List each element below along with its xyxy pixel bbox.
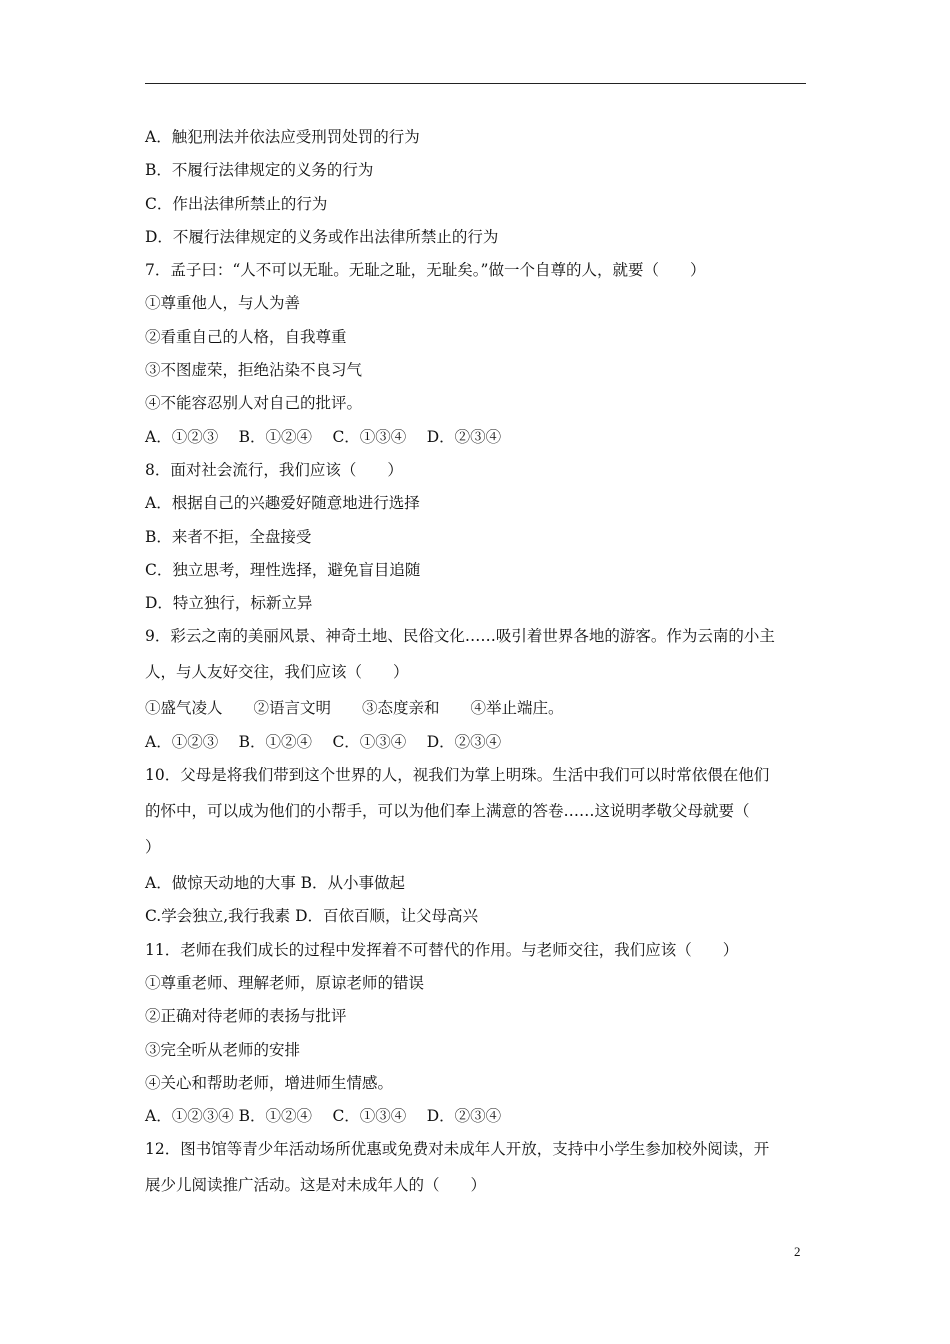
option-8a: A．根据自己的兴趣爱好随意地进行选择 [145,494,420,513]
statement-7-1: ①尊重他人，与人为善 [145,294,301,313]
options-10-ab: A．做惊天动地的大事 B．从小事做起 [145,874,406,893]
statement-7-3: ③不图虚荣，拒绝沾染不良习气 [145,361,363,380]
question-12-line-1: 12．图书馆等青少年活动场所优惠或免费对未成年人开放，支持中小学生参加校外阅读，开 [145,1140,770,1159]
question-9-line-1: 9．彩云之南的美丽风景、神奇土地、民俗文化……吸引着世界各地的游客。作为云南的小主 [145,627,775,646]
statement-11-4: ④关心和帮助老师，增进师生情感。 [145,1073,394,1092]
option-6b: B．不履行法律规定的义务的行为 [145,161,374,180]
question-10-line-2: 的怀中，可以成为他们的小帮手，可以为他们奉上满意的答卷……这说明孝敬父母就要（ [145,802,750,821]
header-rule [145,83,806,84]
statement-11-2: ②正确对待老师的表扬与批评 [145,1007,347,1026]
options-7: A．①②③ B．①②④ C．①③④ D．②③④ [145,427,502,446]
page-number: 2 [794,1244,801,1259]
question-7: 7．孟子曰：“人不可以无耻。无耻之耻，无耻矣。”做一个自尊的人，就要（ ） [145,261,706,280]
option-6c: C．作出法律所禁止的行为 [145,194,328,213]
statement-7-2: ②看重自己的人格，自我尊重 [145,327,347,346]
option-6a: A．触犯刑法并依法应受刑罚处罚的行为 [145,128,420,146]
question-9-line-2: 人，与人友好交往，我们应该（ ） [145,663,409,682]
options-11: A．①②③④ B．①②④ C．①③④ D．②③④ [145,1107,502,1126]
option-6d: D．不履行法律规定的义务或作出法律所禁止的行为 [145,227,499,246]
statements-9: ①盛气凌人 ②语言文明 ③态度亲和 ④举止端庄。 [145,699,564,718]
question-10-line-3: ） [145,838,161,857]
question-11: 11．老师在我们成长的过程中发挥着不可替代的作用。与老师交往，我们应该（ ） [145,940,739,959]
document-body [145,123,810,1207]
options-10-cd: C.学会独立,我行我素 D．百依百顺，让父母高兴 [145,907,479,926]
option-8b: B．来者不拒，全盘接受 [145,527,312,546]
question-12-line-2: 展少儿阅读推广活动。这是对未成年人的（ ） [145,1176,487,1195]
question-8: 8．面对社会流行，我们应该（ ） [145,460,403,479]
question-10-line-1: 10．父母是将我们带到这个世界的人，视我们为掌上明珠。生活中我们可以时常依偎在他们 [145,766,770,785]
options-9: A．①②③ B．①②④ C．①③④ D．②③④ [145,732,502,751]
statement-11-1: ①尊重老师、理解老师，原谅老师的错误 [145,973,425,992]
statement-11-3: ③完全听从老师的安排 [145,1040,301,1059]
option-8c: C．独立思考，理性选择，避免盲目追随 [145,560,421,579]
statement-7-4: ④不能容忍别人对自己的批评。 [145,394,363,413]
option-8d: D．特立独行，标新立异 [145,594,313,613]
